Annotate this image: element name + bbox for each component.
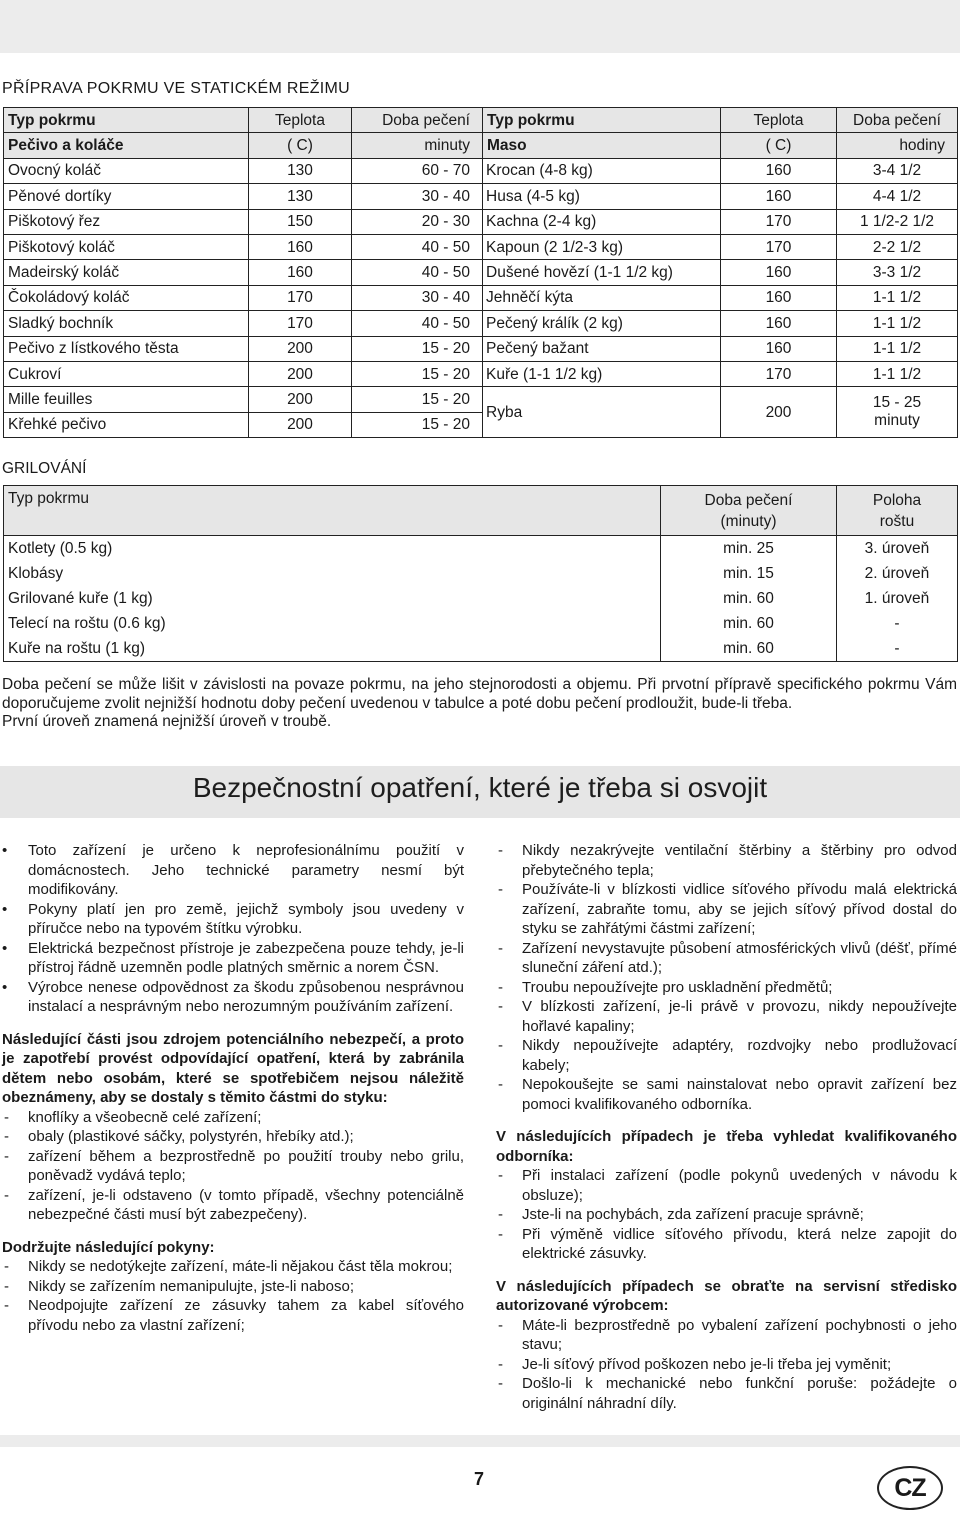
temperature-cell: 200 bbox=[249, 412, 352, 437]
temperature-cell: 160 bbox=[721, 158, 837, 183]
time-cell: 1-1 1/2 bbox=[837, 361, 958, 386]
time-cell: 2-2 1/2 bbox=[837, 234, 958, 259]
qualified-expert-item bbox=[496, 1225, 957, 1264]
grill-food-cell: Kuře na roštu (1 kg) bbox=[4, 636, 661, 662]
dash-marker: - bbox=[4, 1186, 9, 1204]
header-cell: Teplota bbox=[249, 108, 352, 133]
list-item-text: Máte-li bezprostředně po vybalení zařízení pochybnosti o jeho stavu; bbox=[522, 1316, 957, 1353]
time-cell: 15 - 20 bbox=[352, 361, 483, 386]
hazard-item bbox=[2, 1127, 464, 1147]
grill-header-type: Typ pokrmu bbox=[4, 486, 661, 536]
list-item-text: Nikdy nezakrývejte ventilační štěrbiny a štěrbiny pro odvod přebytečného tepla; bbox=[522, 842, 957, 879]
dash-marker: - bbox=[4, 1128, 9, 1145]
temperature-cell: 170 bbox=[721, 361, 837, 386]
dash-marker: - bbox=[4, 1277, 9, 1295]
list-item-text: Při výměně vidlice síťového přívodu, která nelze zapojit do elektrické zásuvky. bbox=[522, 1225, 957, 1262]
grill-row bbox=[4, 586, 958, 611]
food-name-cell: Piškotový koláč bbox=[4, 234, 249, 259]
bullet-icon: • bbox=[2, 900, 8, 918]
hazard-item bbox=[2, 1186, 464, 1225]
safety-rule-item bbox=[496, 841, 957, 880]
table-row bbox=[4, 184, 958, 209]
list-item-text: zařízení, je-li odstaveno (v tomto případě, všechny potenciálně nebezpečné části musí být zabezpečeny). bbox=[28, 1186, 464, 1223]
list-item-text: Neodpojujte zařízení ze zásuvky tahem za kabel síťového přívodu nebo za vlastní zařízení; bbox=[28, 1297, 464, 1334]
temperature-cell: 200 bbox=[249, 387, 352, 412]
grill-header-row bbox=[4, 486, 958, 536]
food-name-cell: Jehněčí kýta bbox=[483, 285, 721, 310]
time-cell: 3-4 1/2 bbox=[837, 158, 958, 183]
food-name-cell: Mille feuilles bbox=[4, 387, 249, 412]
list-item-text: Jste-li na pochybách, zda zařízení pracuje správně; bbox=[522, 1206, 864, 1223]
hazard-item bbox=[2, 1108, 464, 1128]
temperature-cell: 200 bbox=[721, 387, 837, 438]
temperature-cell: 170 bbox=[721, 234, 837, 259]
grill-row bbox=[4, 636, 958, 662]
instruction-item bbox=[2, 1296, 464, 1335]
list-item-text: Elektrická bezpečnost přístroje je zabezpečena pouze tehdy, je-li přístroj řádně uzemněn podle platných směrnic a norem ČSN. bbox=[28, 939, 464, 976]
table-row bbox=[4, 311, 958, 336]
list-item-text: Nikdy nepoužívejte adaptéry, rozdvojky nebo prodlužovací kabely; bbox=[522, 1037, 957, 1074]
grill-position-cell: 2. úroveň bbox=[864, 565, 930, 582]
subheader-cell: Maso bbox=[483, 133, 721, 158]
food-name-cell: Křehké pečivo bbox=[4, 412, 249, 437]
cooking-note bbox=[2, 676, 957, 732]
dash-marker: - bbox=[498, 1316, 503, 1334]
time-cell: 60 - 70 bbox=[352, 158, 483, 183]
qualified-expert-item bbox=[496, 1166, 957, 1205]
time-cell: 1-1 1/2 bbox=[837, 311, 958, 336]
list-item-text: Při instalaci zařízení (podle pokynů uvedených v návodu k obsluze); bbox=[522, 1167, 957, 1204]
list-item-text: Je-li síťový přívod poškozen nebo je-li třeba jej vyměnit; bbox=[522, 1355, 892, 1373]
grill-header-time-line2: (minuty) bbox=[720, 512, 777, 530]
food-name-cell: Piškotový řez bbox=[4, 209, 249, 234]
grill-row bbox=[4, 611, 958, 636]
time-cell: 15 - 20 bbox=[352, 412, 483, 437]
time-cell: 30 - 40 bbox=[352, 184, 483, 209]
dash-marker: - bbox=[498, 842, 503, 859]
food-name-cell: Ovocný koláč bbox=[4, 158, 249, 183]
page-number: 7 bbox=[474, 1469, 485, 1489]
dash-marker: - bbox=[498, 1037, 503, 1054]
header-cell: Doba pečení bbox=[837, 108, 958, 133]
food-name-cell: Pečený bažant bbox=[483, 336, 721, 361]
service-center-heading: V následujících případech se obraťte na servisní středisko autorizované výrobcem: bbox=[496, 1277, 957, 1314]
subheader-cell: ( C) bbox=[249, 133, 352, 158]
grill-header-time-line1: Doba pečení bbox=[704, 491, 793, 509]
dash-marker: - bbox=[4, 1258, 9, 1275]
safety-bullet-item bbox=[2, 939, 464, 978]
food-name-cell: Pěnové dortíky bbox=[4, 184, 249, 209]
safety-rule-item bbox=[496, 1075, 957, 1114]
food-name-cell: Dušené hovězí (1-1 1/2 kg) bbox=[483, 260, 721, 285]
qualified-expert-item bbox=[496, 1205, 957, 1225]
service-center-item bbox=[496, 1316, 957, 1355]
language-badge: CZ bbox=[877, 1466, 943, 1510]
subheader-cell: minuty bbox=[352, 133, 483, 158]
grill-time-cell: min. 60 bbox=[661, 611, 837, 636]
temperature-cell: 160 bbox=[721, 311, 837, 336]
time-cell: 20 - 30 bbox=[352, 209, 483, 234]
header-cell: Typ pokrmu bbox=[4, 108, 249, 133]
table-subheader-row bbox=[4, 133, 958, 158]
temperature-cell: 150 bbox=[249, 209, 352, 234]
hazard-heading: Následující části jsou zdrojem potenciálního nebezpečí, a proto je zapotřebí provést odpovídající opatření, která by zabránila dětem nebo osobám, které se spotřebičem nejsou náležitě obeznámeny, aby se dostaly s těmito částmi do styku: bbox=[2, 1030, 464, 1106]
bullet-icon: • bbox=[2, 842, 8, 859]
grill-time-cell: min. 15 bbox=[661, 561, 837, 586]
safety-rule-item bbox=[496, 997, 957, 1036]
temperature-cell: 160 bbox=[249, 234, 352, 259]
table-row bbox=[4, 361, 958, 386]
time-cell: 1 1/2-2 1/2 bbox=[837, 209, 958, 234]
table-row bbox=[4, 260, 958, 285]
grill-header-position-line2: roštu bbox=[879, 512, 915, 530]
temperature-cell: 170 bbox=[249, 285, 352, 310]
dash-marker: - bbox=[4, 1297, 9, 1314]
safety-bullet-item bbox=[2, 900, 464, 939]
safety-rule-item bbox=[496, 880, 957, 939]
temperature-cell: 160 bbox=[249, 260, 352, 285]
header-cell: Teplota bbox=[721, 108, 837, 133]
safety-rule-item bbox=[496, 1036, 957, 1075]
grill-row bbox=[4, 561, 958, 586]
dash-marker: - bbox=[498, 1167, 503, 1184]
ryba-time-unit: minuty bbox=[874, 412, 920, 430]
table-row bbox=[4, 158, 958, 183]
grill-position-cell: 1. úroveň bbox=[864, 590, 930, 607]
subheader-cell: Pečivo a koláče bbox=[4, 133, 249, 158]
table-row bbox=[4, 209, 958, 234]
dash-marker: - bbox=[498, 978, 503, 996]
food-name-cell: Pečivo z lístkového těsta bbox=[4, 336, 249, 361]
grill-food-cell: Kotlety (0.5 kg) bbox=[4, 536, 661, 562]
safety-bullet-item bbox=[2, 841, 464, 900]
list-item-text: knoflíky a všeobecně celé zařízení; bbox=[28, 1108, 262, 1126]
list-item-text: V blízkosti zařízení, je-li právě v provozu, nikdy nepoužívejte hořlavé kapaliny; bbox=[522, 998, 957, 1035]
table-row bbox=[4, 285, 958, 310]
instructions-heading: Dodržujte následující pokyny: bbox=[2, 1238, 215, 1256]
grill-time-cell: min. 60 bbox=[661, 636, 837, 662]
top-margin-band bbox=[0, 0, 960, 53]
dash-marker: - bbox=[498, 1375, 503, 1392]
list-item-text: Zařízení nevystavujte působení atmosférických vlivů (déšť, přímé sluneční záření atd.); bbox=[522, 939, 957, 976]
ryba-time-value: 15 - 25 bbox=[872, 394, 922, 412]
food-name-cell: Kapoun (2 1/2-3 kg) bbox=[483, 234, 721, 259]
safety-left-column bbox=[2, 841, 464, 1335]
safety-bullet-item bbox=[2, 978, 464, 1017]
time-cell: 40 - 50 bbox=[352, 311, 483, 336]
grill-food-cell: Grilované kuře (1 kg) bbox=[4, 586, 661, 611]
temperature-cell: 160 bbox=[721, 336, 837, 361]
time-cell: 15 - 20 bbox=[352, 387, 483, 412]
bullet-icon: • bbox=[2, 939, 8, 957]
qualified-expert-heading: V následujících případech je třeba vyhledat kvalifikovaného odborníka: bbox=[496, 1128, 957, 1165]
header-cell: Typ pokrmu bbox=[483, 108, 721, 133]
table-row bbox=[4, 387, 958, 412]
cooking-note-level: První úroveň znamená nejnižší úroveň v troubě. bbox=[2, 713, 332, 730]
dash-marker: - bbox=[498, 939, 503, 957]
time-cell: 1-1 1/2 bbox=[837, 285, 958, 310]
safety-rule-item bbox=[496, 978, 957, 998]
header-cell: Doba pečení bbox=[352, 108, 483, 133]
safety-right-column bbox=[496, 841, 957, 1413]
subheader-cell: ( C) bbox=[721, 133, 837, 158]
list-item-text: Toto zařízení je určeno k neprofesionálnímu použití v domácnostech. Jeho technické parametry nesmí být modifikovány. bbox=[28, 842, 464, 898]
section-title-grill: GRILOVÁNÍ bbox=[2, 460, 87, 477]
temperature-cell: 160 bbox=[721, 285, 837, 310]
grill-food-cell: Klobásy bbox=[4, 561, 661, 586]
time-cell bbox=[837, 387, 958, 438]
cooking-note-paragraph: Doba pečení se může lišit v závislosti na povaze pokrmu, na jeho stejnorodosti a objemu. Při prvotní přípravě specifického pokrmu Vám doporučujeme zvolit nejnižší hodnotu doby pečení uvedenou v tabulce a poté dobu pečení prodloužit, bude-li třeba. bbox=[2, 676, 957, 712]
dash-marker: - bbox=[498, 1206, 503, 1223]
instruction-item bbox=[2, 1257, 464, 1277]
hazard-item bbox=[2, 1147, 464, 1186]
bullet-icon: • bbox=[2, 978, 8, 996]
list-item-text: zařízení během a bezprostředně po použití trouby nebo grilu, poněvadž vydává teplo; bbox=[28, 1147, 464, 1184]
grill-time-cell: min. 25 bbox=[661, 536, 837, 562]
grill-row bbox=[4, 536, 958, 562]
dash-marker: - bbox=[498, 1076, 503, 1093]
grill-position-cell: - bbox=[894, 615, 900, 632]
table-row bbox=[4, 336, 958, 361]
food-name-cell: Krocan (4-8 kg) bbox=[483, 158, 721, 183]
dash-marker: - bbox=[498, 1355, 503, 1373]
food-name-cell: Kachna (2-4 kg) bbox=[483, 209, 721, 234]
temperature-cell: 160 bbox=[721, 184, 837, 209]
dash-marker: - bbox=[498, 881, 503, 898]
food-name-cell: Cukroví bbox=[4, 361, 249, 386]
list-item-text: Pokyny platí jen pro země, jejichž symboly jsou uvedeny v příručce nebo na typovém štítku výrobku. bbox=[28, 900, 464, 937]
service-center-item bbox=[496, 1355, 957, 1375]
dash-marker: - bbox=[4, 1108, 9, 1126]
time-cell: 30 - 40 bbox=[352, 285, 483, 310]
grill-header-position bbox=[837, 486, 958, 536]
safety-title: Bezpečnostní opatření, které je třeba si osvojit bbox=[0, 766, 960, 818]
grill-food-cell: Telecí na roštu (0.6 kg) bbox=[4, 611, 661, 636]
table-row bbox=[4, 234, 958, 259]
temperature-cell: 200 bbox=[249, 336, 352, 361]
temperature-cell: 200 bbox=[249, 361, 352, 386]
grill-header-time bbox=[661, 486, 837, 536]
list-item-text: Troubu nepoužívejte pro uskladnění předmětů; bbox=[522, 978, 833, 996]
temperature-cell: 130 bbox=[249, 158, 352, 183]
time-cell: 40 - 50 bbox=[352, 234, 483, 259]
service-center-item bbox=[496, 1374, 957, 1413]
food-name-cell: Ryba bbox=[483, 387, 721, 438]
time-cell: 4-4 1/2 bbox=[837, 184, 958, 209]
list-item-text: obaly (plastikové sáčky, polystyrén, hřebíky atd.); bbox=[28, 1128, 354, 1145]
grill-header-position-line1: Poloha bbox=[872, 491, 922, 509]
grill-time-cell: min. 60 bbox=[661, 586, 837, 611]
grill-table bbox=[3, 485, 958, 662]
food-name-cell: Sladký bochník bbox=[4, 311, 249, 336]
dash-marker: - bbox=[498, 1225, 503, 1243]
table-header-row bbox=[4, 108, 958, 133]
list-item-text: Používáte-li v blízkosti vidlice síťového přívodu malá elektrická zařízení, zabraňte tomu, aby se jejich síťový přívod dostal do styku se zahřátými částmi zařízení; bbox=[522, 881, 957, 937]
temperature-cell: 130 bbox=[249, 184, 352, 209]
food-name-cell: Madeirský koláč bbox=[4, 260, 249, 285]
list-item-text: Došlo-li k mechanické nebo funkční poruše: požádejte o originální náhradní díly. bbox=[522, 1375, 957, 1412]
dash-marker: - bbox=[4, 1147, 9, 1165]
grill-position-cell: 3. úroveň bbox=[864, 540, 930, 557]
list-item-text: Nikdy se nedotýkejte zařízení, máte-li nějakou část těla mokrou; bbox=[28, 1258, 453, 1275]
temperature-cell: 170 bbox=[721, 209, 837, 234]
temperature-cell: 160 bbox=[721, 260, 837, 285]
temperature-cell: 170 bbox=[249, 311, 352, 336]
list-item-text: Nikdy se zařízením nemanipulujte, jste-li naboso; bbox=[28, 1277, 354, 1295]
food-name-cell: Pečený králík (2 kg) bbox=[483, 311, 721, 336]
time-cell: 1-1 1/2 bbox=[837, 336, 958, 361]
food-name-cell: Husa (4-5 kg) bbox=[483, 184, 721, 209]
time-cell: 40 - 50 bbox=[352, 260, 483, 285]
subheader-cell: hodiny bbox=[837, 133, 958, 158]
food-name-cell: Kuře (1-1 1/2 kg) bbox=[483, 361, 721, 386]
food-name-cell: Čokoládový koláč bbox=[4, 285, 249, 310]
dash-marker: - bbox=[498, 998, 503, 1015]
time-cell: 15 - 20 bbox=[352, 336, 483, 361]
section-title-static: PŘÍPRAVA POKRMU VE STATICKÉM REŽIMU bbox=[2, 80, 351, 97]
grill-position-cell: - bbox=[894, 640, 900, 657]
baking-table bbox=[3, 107, 958, 438]
instruction-item bbox=[2, 1277, 464, 1297]
time-cell: 3-3 1/2 bbox=[837, 260, 958, 285]
list-item-text: Výrobce nenese odpovědnost za škodu způsobenou nesprávnou instalací a nesprávným nebo nerozumným používáním zařízení. bbox=[28, 978, 464, 1015]
footer-band bbox=[0, 1435, 960, 1447]
safety-rule-item bbox=[496, 939, 957, 978]
list-item-text: Nepokoušejte se sami nainstalovat nebo opravit zařízení bez pomoci kvalifikovaného odborníka. bbox=[522, 1076, 957, 1113]
